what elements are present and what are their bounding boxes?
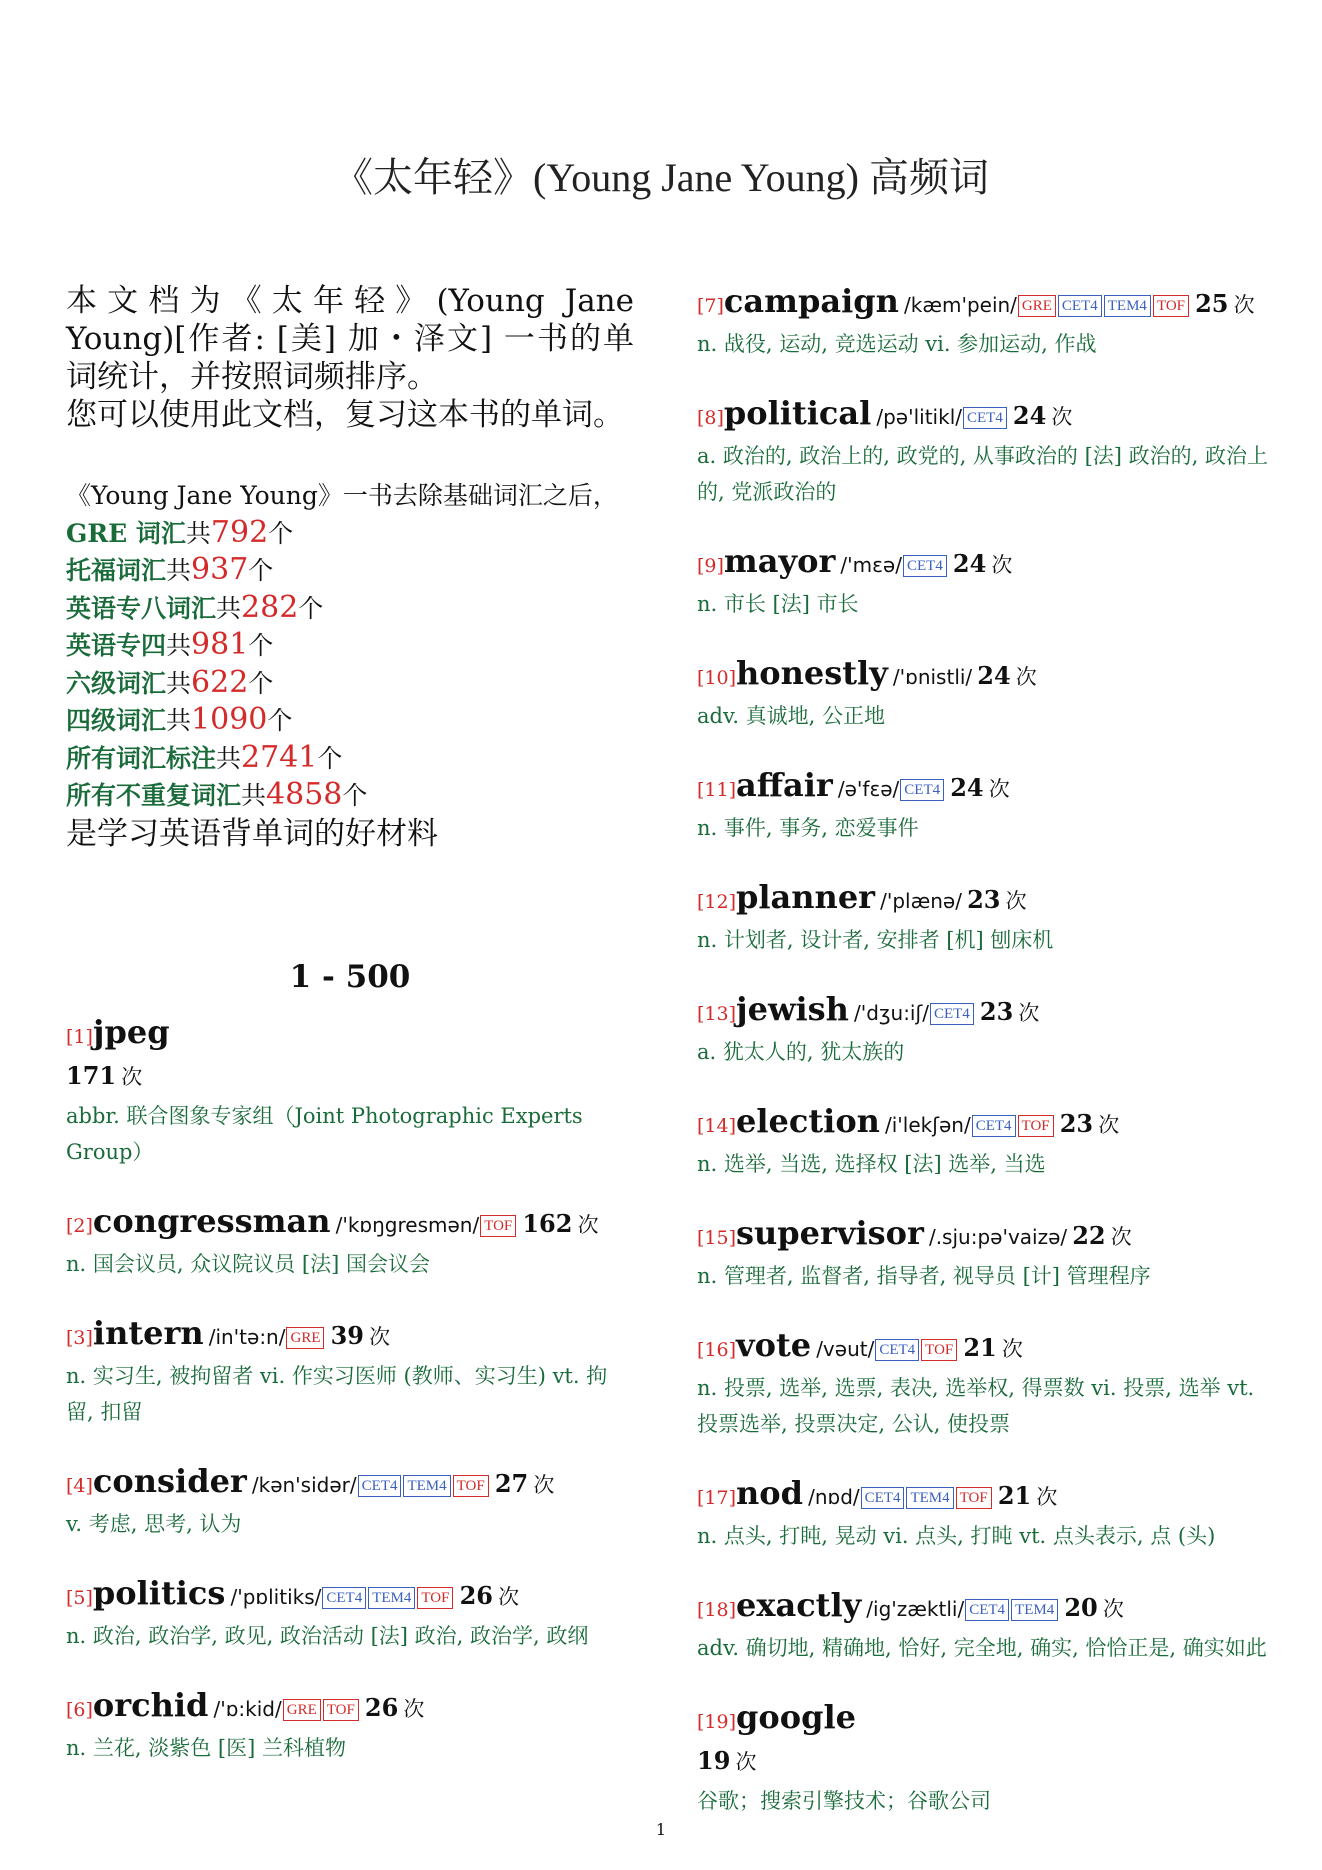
stat-gong: 共 [166, 668, 192, 698]
entry-frequency [330, 1320, 391, 1350]
stats-closing: 是学习英语背单词的好材料 [66, 815, 438, 852]
stat-label: 英语专八词汇 [66, 593, 217, 623]
word-entry [697, 1474, 1269, 1554]
entry-phonetic: /'ɒnistli/ [892, 665, 973, 689]
entry-index: [13] [697, 1003, 737, 1025]
entry-word: nod [736, 1474, 803, 1512]
entry-head [697, 394, 1269, 438]
exam-tag: TEM4 [368, 1587, 415, 1609]
entry-definition: adv. 真诚地, 公正地 [697, 704, 886, 728]
entry-index: [16] [697, 1339, 737, 1361]
entry-head [697, 1214, 1269, 1258]
entry-phonetic: /ig'zæktli/ [866, 1597, 965, 1621]
entry-index: [2] [66, 1214, 93, 1237]
entry-phonetic: /'dʒu:iʃ/ [854, 1001, 929, 1025]
frequency-unit: 次 [735, 1750, 757, 1774]
entry-phonetic: /in'tə:n/ [208, 1324, 286, 1349]
entry-word: planner [736, 878, 876, 916]
exam-tag: CET4 [358, 1475, 402, 1497]
frequency-count: 19 [697, 1746, 731, 1775]
entry-index: [1] [66, 1025, 93, 1048]
exam-tag: TOF [956, 1487, 992, 1509]
stat-count: 282 [241, 589, 299, 625]
entry-word: intern [92, 1313, 204, 1352]
exam-tag: TOF [480, 1215, 516, 1237]
entry-phonetic: /kən'sidər/ [251, 1472, 357, 1497]
word-entry [697, 1586, 1269, 1666]
stat-label: 英语专四 [66, 631, 167, 660]
entry-head [697, 990, 1269, 1034]
entry-word: political [723, 394, 872, 432]
entry-definition: n. 点头, 打盹, 晃动 vi. 点头, 打盹 vt. 点头表示, 点 (头) [697, 1524, 1216, 1548]
entry-definition: n. 国会议员, 众议院议员 [法] 国会议会 [66, 1251, 430, 1276]
exam-tag: CET4 [875, 1339, 919, 1361]
entry-phonetic: /nɒd/ [808, 1485, 860, 1509]
entry-index: [14] [697, 1115, 737, 1137]
word-list-right [697, 282, 1269, 1819]
stat-unit: 个 [248, 668, 274, 698]
word-entry [697, 394, 1269, 510]
entry-word: mayor [723, 542, 836, 580]
stat-gong: 共 [166, 706, 192, 735]
exam-tag: TOF [921, 1339, 957, 1361]
word-entry [66, 1462, 634, 1542]
exam-tag: GRE [283, 1699, 321, 1721]
entry-word: exactly [736, 1586, 862, 1624]
entry-definition: 谷歌；搜索引擎技术；谷歌公司 [697, 1789, 991, 1813]
stat-gong: 共 [216, 593, 242, 623]
frequency-unit: 次 [1005, 889, 1027, 913]
stat-gong: 共 [166, 631, 192, 660]
exam-tag: CET4 [322, 1587, 366, 1609]
stat-unit: 个 [317, 743, 343, 773]
exam-tag: TEM4 [1104, 295, 1151, 317]
frequency-unit: 次 [1233, 293, 1255, 317]
stat-label: 托福词汇 [66, 556, 167, 585]
exam-tag: TEM4 [1011, 1599, 1058, 1621]
entry-word: honestly [736, 654, 888, 692]
stat-row [66, 740, 634, 778]
frequency-count: 171 [66, 1060, 117, 1090]
entry-head [697, 1102, 1269, 1146]
entry-word: google [736, 1698, 856, 1736]
entry-definition: n. 事件, 事务, 恋爱事件 [697, 816, 919, 840]
entry-index: [11] [697, 779, 737, 801]
stat-count: 2741 [241, 739, 318, 775]
stat-label: 四级词汇 [66, 706, 167, 735]
frequency-unit: 次 [1001, 1337, 1023, 1361]
entry-frequency [494, 1468, 555, 1498]
entry-word: politics [92, 1573, 226, 1612]
word-entry [66, 1574, 634, 1654]
entry-head [697, 1586, 1269, 1630]
word-entry [697, 654, 1269, 734]
exam-tag: GRE [1018, 295, 1056, 317]
entry-head [697, 878, 1269, 922]
word-entry [697, 990, 1269, 1070]
left-column [66, 282, 634, 1798]
frequency-unit: 次 [369, 1324, 391, 1349]
entry-head [697, 766, 1269, 810]
entry-frequency [522, 1208, 599, 1238]
frequency-unit: 次 [1098, 1113, 1120, 1137]
stat-count: 1090 [191, 702, 268, 737]
stat-gong: 共 [166, 556, 192, 585]
entry-definition: n. 实习生, 被拘留者 vi. 作实习医师 (教师、实习生) vt. 拘留, 扣留 [66, 1363, 608, 1424]
intro-text [66, 282, 634, 434]
stat-label: 所有不重复词汇 [66, 781, 242, 810]
stat-row [66, 552, 634, 590]
entry-definition: n. 投票, 选举, 选票, 表决, 选举权, 得票数 vi. 投票, 选举 vt. 投票选举, 投票决定, 公认, 使投票 [697, 1376, 1255, 1436]
stat-gong: 共 [216, 743, 242, 773]
stats-list [66, 515, 634, 815]
word-list-left [66, 1013, 634, 1766]
entry-head [697, 1698, 1269, 1742]
entry-word: orchid [92, 1685, 209, 1724]
entry-definition: adv. 确切地, 精确地, 恰好, 完全地, 确实, 恰恰正是, 确实如此 [697, 1636, 1267, 1660]
entry-definition: n. 管理者, 监督者, 指导者, 视导员 [计] 管理程序 [697, 1264, 1151, 1288]
entry-definition: abbr. 联合图象专家组（Joint Photographic Experts Group） [66, 1103, 583, 1164]
entry-head [66, 1686, 634, 1730]
entry-word: election [736, 1102, 880, 1140]
entry-phonetic: /pə'litikl/ [876, 405, 962, 429]
frequency-count: 21 [997, 1481, 1032, 1510]
frequency-count: 24 [977, 661, 1011, 690]
entry-index: [5] [66, 1586, 93, 1609]
frequency-count: 24 [1012, 401, 1047, 430]
exam-tag: TEM4 [403, 1475, 450, 1497]
frequency-unit: 次 [1102, 1597, 1124, 1621]
exam-tag: CET4 [963, 407, 1007, 429]
frequency-count: 27 [494, 1468, 529, 1498]
frequency-unit: 次 [498, 1584, 520, 1609]
entry-index: [19] [697, 1711, 737, 1733]
exam-tag: TEM4 [906, 1487, 953, 1509]
entry-head [66, 1202, 634, 1246]
word-entry [66, 1686, 634, 1766]
entry-phonetic: /kæm'pein/ [904, 293, 1017, 317]
frequency-unit: 次 [991, 553, 1013, 577]
frequency-unit: 次 [1110, 1225, 1132, 1249]
right-column [697, 282, 1269, 1851]
entry-frequency [967, 885, 1027, 914]
frequency-count: 39 [330, 1320, 364, 1350]
stat-unit: 个 [267, 706, 293, 735]
frequency-unit: 次 [1015, 665, 1037, 689]
stats-block [66, 478, 634, 853]
entry-index: [12] [697, 891, 737, 913]
entry-head [66, 1462, 634, 1506]
entry-frequency [979, 997, 1040, 1026]
entry-word: jewish [736, 990, 849, 1028]
entry-frequency [1072, 1221, 1132, 1250]
entry-word: campaign [723, 282, 899, 320]
frequency-unit: 次 [1036, 1485, 1058, 1509]
entry-frequency [1064, 1593, 1124, 1622]
exam-tag: TOF [323, 1699, 359, 1721]
entry-definition: n. 政治, 政治学, 政见, 政治活动 [法] 政治, 政治学, 政纲 [66, 1623, 589, 1648]
stat-count: 937 [191, 552, 249, 587]
entry-definition: a. 犹太人的, 犹太族的 [697, 1040, 905, 1064]
entry-definition: n. 市长 [法] 市长 [697, 592, 859, 616]
frequency-unit: 次 [533, 1472, 555, 1497]
stats-lead: 《Young Jane Young》一书去除基础词汇之后， [66, 481, 618, 510]
entry-head [66, 1574, 634, 1618]
intro-paragraph-2: 您可以使用此文档，复习这本书的单词。 [66, 397, 624, 433]
frequency-count: 26 [364, 1692, 399, 1722]
stat-unit: 个 [248, 631, 274, 660]
word-entry [66, 1013, 634, 1170]
frequency-count: 25 [1195, 289, 1229, 318]
stat-unit: 个 [342, 781, 368, 810]
frequency-count: 21 [963, 1333, 997, 1362]
frequency-unit: 次 [988, 777, 1010, 801]
frequency-count: 162 [522, 1208, 573, 1238]
stat-row [66, 665, 634, 703]
entry-frequency-line [66, 1057, 634, 1098]
exam-tag: CET4 [861, 1487, 905, 1509]
entry-index: [17] [697, 1487, 737, 1509]
stat-unit: 个 [248, 556, 274, 585]
entry-index: [6] [66, 1698, 93, 1721]
stat-row [66, 777, 634, 815]
entry-head [697, 1326, 1269, 1370]
entry-frequency [977, 661, 1037, 690]
entry-phonetic: /'kɒŋgresmən/ [335, 1212, 480, 1237]
entry-frequency [963, 1333, 1023, 1362]
stat-label: GRE 词汇 [66, 518, 186, 548]
frequency-unit: 次 [577, 1212, 599, 1237]
entry-index: [7] [697, 295, 724, 317]
entry-phonetic: /i'lekʃən/ [885, 1113, 971, 1137]
entry-definition: n. 战役, 运动, 竞选运动 vi. 参加运动, 作战 [697, 332, 1097, 356]
stat-count: 792 [210, 514, 269, 550]
frequency-count: 23 [967, 885, 1001, 914]
word-entry [697, 1698, 1269, 1819]
exam-tag: CET4 [900, 779, 944, 801]
entry-phonetic: /ə'fɛə/ [837, 777, 900, 801]
frequency-unit: 次 [121, 1064, 143, 1089]
entry-word: vote [736, 1326, 812, 1364]
entry-word: supervisor [736, 1214, 924, 1252]
entry-phonetic: /.sju:pə'vaizə/ [928, 1225, 1068, 1249]
frequency-unit: 次 [1018, 1001, 1040, 1025]
entry-word: jpeg [92, 1012, 170, 1051]
entry-index: [15] [697, 1227, 737, 1249]
entry-definition: n. 兰花, 淡紫色 [医] 兰科植物 [66, 1735, 346, 1760]
entry-phonetic: /'plænə/ [880, 889, 962, 913]
exam-tag: TOF [417, 1587, 453, 1609]
frequency-count: 22 [1072, 1221, 1106, 1250]
entry-index: [18] [697, 1599, 737, 1621]
stat-unit: 个 [268, 518, 294, 548]
word-entry [66, 1202, 634, 1282]
entry-index: [3] [66, 1326, 93, 1349]
entry-definition: v. 考虑, 思考, 认为 [66, 1511, 242, 1536]
entry-index: [4] [66, 1474, 93, 1497]
word-entry [66, 1314, 634, 1430]
word-entry [697, 1214, 1269, 1294]
stat-unit: 个 [298, 593, 324, 623]
entry-head [697, 654, 1269, 698]
stat-row [66, 627, 634, 665]
word-entry [697, 1102, 1269, 1182]
entry-frequency [364, 1692, 425, 1722]
stat-count: 622 [191, 664, 249, 700]
word-entry [697, 1326, 1269, 1442]
entry-phonetic: /'ɒ:kid/ [213, 1696, 282, 1721]
intro-paragraph-1: 本文档为《太年轻》(Young Jane Young)[作者: [美] 加・泽文] 一书的单词统计，并按照词频排序。 [66, 283, 634, 395]
entry-frequency [952, 549, 1013, 578]
entry-definition: n. 选举, 当选, 选择权 [法] 选举, 当选 [697, 1152, 1046, 1176]
word-entry [697, 542, 1269, 622]
entry-phonetic: /'mɛə/ [840, 553, 902, 577]
stat-count: 981 [191, 627, 249, 662]
stat-count: 4858 [266, 777, 343, 812]
entry-word: congressman [92, 1201, 331, 1240]
entry-index: [10] [697, 667, 737, 689]
frequency-count: 26 [459, 1580, 493, 1610]
entry-definition: n. 计划者, 设计者, 安排者 [机] 刨床机 [697, 928, 1054, 952]
frequency-count: 24 [952, 549, 987, 578]
exam-tag: CET4 [972, 1115, 1016, 1137]
frequency-count: 23 [1059, 1109, 1094, 1138]
frequency-count: 23 [979, 997, 1014, 1026]
exam-tag: TOF [1153, 295, 1189, 317]
page-number: 1 [655, 1820, 667, 1839]
exam-tag: CET4 [903, 555, 947, 577]
entry-frequency [997, 1481, 1058, 1510]
word-entry [697, 282, 1269, 362]
stat-gong: 共 [241, 781, 267, 810]
frequency-unit: 次 [403, 1696, 425, 1721]
entry-head [66, 1314, 634, 1358]
exam-tag: CET4 [965, 1599, 1009, 1621]
exam-tag: CET4 [930, 1003, 974, 1025]
stat-label: 所有词汇标注 [66, 743, 217, 773]
entry-phonetic: /'pɒlitiks/ [230, 1584, 322, 1609]
frequency-count: 20 [1064, 1593, 1098, 1622]
stat-label: 六级词汇 [66, 668, 167, 698]
entry-frequency [1195, 289, 1255, 318]
entry-index: [8] [697, 407, 724, 429]
entry-frequency [697, 1746, 757, 1775]
exam-tag: TOF [453, 1475, 489, 1497]
entry-frequency [66, 1060, 143, 1090]
word-entry [697, 878, 1269, 958]
frequency-unit: 次 [1051, 405, 1073, 429]
entry-word: consider [92, 1461, 247, 1500]
exam-tag: GRE [286, 1327, 324, 1349]
entry-frequency [459, 1580, 520, 1610]
entry-head [697, 542, 1269, 586]
exam-tag: CET4 [1058, 295, 1102, 317]
entry-word: affair [736, 766, 833, 804]
entry-frequency [950, 773, 1010, 802]
entry-head [66, 1013, 634, 1057]
entry-frequency-line [697, 1742, 1269, 1783]
stat-gong: 共 [185, 518, 211, 548]
entry-definition: a. 政治的, 政治上的, 政党的, 从事政治的 [法] 政治的, 政治上的, 党派政治的 [697, 444, 1269, 504]
exam-tag: TOF [1018, 1115, 1054, 1137]
entry-head [697, 282, 1269, 326]
stat-row [66, 590, 634, 628]
range-heading: 1 - 500 [289, 958, 411, 995]
page-title: 《太年轻》(Young Jane Young) 高频词 [333, 155, 989, 200]
stat-row [66, 702, 634, 740]
frequency-count: 24 [950, 773, 984, 802]
entry-head [697, 1474, 1269, 1518]
entry-frequency [1012, 401, 1073, 430]
stat-row [66, 515, 634, 553]
entry-frequency [1059, 1109, 1120, 1138]
word-entry [697, 766, 1269, 846]
entry-index: [9] [697, 555, 724, 577]
entry-phonetic: /vəut/ [816, 1337, 875, 1361]
